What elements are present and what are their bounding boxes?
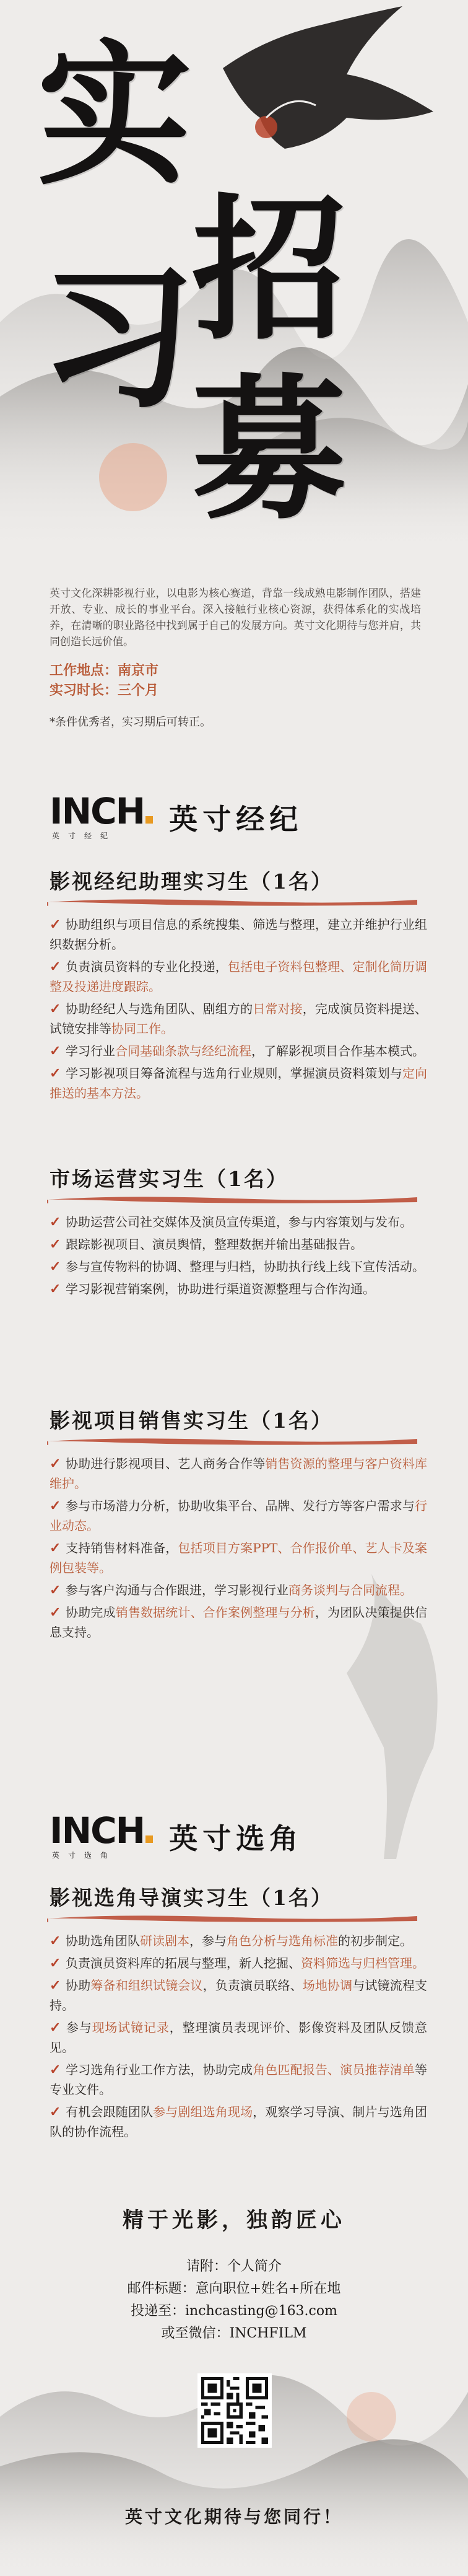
check-icon: ✓ xyxy=(50,1001,61,1017)
duty-text: 协助选角团队 xyxy=(66,1933,140,1948)
check-icon: ✓ xyxy=(50,917,61,933)
section-marketing xyxy=(50,1165,427,1301)
check-icon: ✓ xyxy=(50,959,61,975)
title-underline xyxy=(50,1193,427,1208)
apply-line: 邮件标题：意向职位+姓名+所在地 xyxy=(127,2281,341,2297)
check-icon: ✓ xyxy=(50,1281,61,1297)
duty-item xyxy=(50,1041,427,1061)
highlight-text: 现场试镜记录 xyxy=(92,2020,170,2035)
title-underline xyxy=(50,1435,427,1450)
duty-item xyxy=(50,1580,427,1600)
highlight-text: 参与剧组选角现场 xyxy=(153,2104,253,2119)
title-underline xyxy=(50,896,427,911)
duty-text: 协助进行影视项目、艺人商务合作等 xyxy=(66,1456,266,1471)
section-title: 影视选角导演实习生（1名） xyxy=(50,1886,333,1910)
duty-item xyxy=(50,1063,427,1103)
duty-text: 协助 xyxy=(66,1978,91,1993)
brand-name: 英寸选角 xyxy=(169,1821,303,1855)
hero-char-3: 习 xyxy=(40,247,193,429)
check-icon: ✓ xyxy=(50,1043,61,1059)
apply-line: 请附：个人简介 xyxy=(186,2259,282,2274)
section-sales xyxy=(50,1407,427,1645)
slogan: 精于光影，独韵匠心 xyxy=(123,2208,345,2233)
brand-name: 英寸经纪 xyxy=(169,802,303,836)
duty-text: 参与客户沟通与合作跟进，学习影视行业 xyxy=(66,1583,288,1598)
intro-text: 英寸文化深耕影视行业，以电影为核心赛道，背靠一线成熟电影制作团队，搭建开放、专业、成长的事业平台。深入接触行业核心资源，获得体系化的实战培养，在清晰的职业路径中找到属于自己的发展方向。英寸文化期待与您并肩，共同创造长远价值。 xyxy=(50,587,421,648)
logo-dot xyxy=(145,1835,153,1843)
duty-item xyxy=(50,1496,427,1536)
check-icon: ✓ xyxy=(50,1604,61,1620)
duty-list xyxy=(50,1454,427,1642)
logo-text: INCH xyxy=(50,1809,145,1852)
duty-text: 的初步制定。 xyxy=(338,1933,412,1948)
duty-text: 协助经纪人与选角团队、剧组方的 xyxy=(66,1001,253,1016)
duty-text: 负责演员资料库的拓展与整理，新人挖掘、 xyxy=(66,1956,301,1971)
duty-item xyxy=(50,2102,427,2142)
check-icon: ✓ xyxy=(50,1498,61,1514)
duty-text: ，参与 xyxy=(189,1933,227,1948)
duty-text: 跟踪影视项目、演员舆情，整理数据并输出基础报告。 xyxy=(66,1237,363,1252)
closing-line: 英寸文化期待与您同行！ xyxy=(124,2507,343,2527)
duty-item xyxy=(50,1602,427,1642)
check-icon: ✓ xyxy=(50,1236,61,1252)
hero-title xyxy=(0,0,468,558)
section-title: 影视项目销售实习生（1名） xyxy=(50,1409,333,1433)
highlight-text: 角色匹配报告、演员推荐清单 xyxy=(253,2062,415,2077)
duty-text: 学习影视项目筹备流程与选角行业规则，掌握演员资料策划与 xyxy=(66,1066,402,1081)
title-underline xyxy=(50,1912,427,1927)
duty-text: ，观察学习导演、制片与选角团队的协作流程。 xyxy=(50,2104,428,2139)
duty-list xyxy=(50,915,427,1103)
section-casting xyxy=(50,1884,427,2144)
duty-text: 与试镜流程支持。 xyxy=(50,1978,428,2013)
section-agent-assistant xyxy=(50,868,427,1106)
duty-text: 有机会跟随团队 xyxy=(66,2104,154,2119)
highlight-text: 包括电子资料包整理、定制化简历调整及投递进度跟踪。 xyxy=(50,959,428,994)
highlight-text: 协同工作。 xyxy=(111,1021,173,1036)
duty-text: 支持销售材料准备， xyxy=(66,1541,178,1555)
duty-text: 学习选角行业工作方法，协助完成 xyxy=(66,2062,253,2077)
highlight-text: 行业动态。 xyxy=(50,1498,427,1533)
check-icon: ✓ xyxy=(50,2104,61,2120)
duty-item xyxy=(50,1279,427,1299)
highlight-text: 场地协调 xyxy=(302,1978,353,1993)
logo-text: INCH xyxy=(50,790,145,832)
duty-item xyxy=(50,1538,427,1578)
duty-item xyxy=(50,1234,427,1254)
duty-item xyxy=(50,1931,427,1951)
section-title: 市场运营实习生（1名） xyxy=(50,1167,288,1191)
highlight-text: 筹备和组织试镜会议 xyxy=(90,1978,203,1993)
check-icon: ✓ xyxy=(50,1977,61,1994)
duty-text: 学习影视营销案例，协助进行渠道资源整理与合作沟通。 xyxy=(66,1281,375,1296)
highlight-text: 商务谈判与合同流程。 xyxy=(288,1583,412,1598)
highlight-text: 资料筛选与归档管理。 xyxy=(301,1956,425,1971)
highlight-text: 日常对接 xyxy=(253,1001,303,1016)
logo-subtitle: 英寸经纪 xyxy=(52,832,117,840)
duty-item xyxy=(50,1454,427,1493)
check-icon: ✓ xyxy=(50,1065,61,1081)
duty-text: 等专业文件。 xyxy=(50,2062,428,2097)
duty-item xyxy=(50,2060,427,2099)
hero-char-1: 实 xyxy=(37,24,189,206)
check-icon: ✓ xyxy=(50,2062,61,2078)
check-icon: ✓ xyxy=(50,1456,61,1472)
duty-item xyxy=(50,1976,427,2015)
qr-code xyxy=(197,2373,272,2448)
duty-text: ，整理演员表现评价、影像资料及团队反馈意见。 xyxy=(50,2020,428,2055)
check-icon: ✓ xyxy=(50,1259,61,1275)
duty-text: ，完成演员资料提送、试镜安排等 xyxy=(50,1001,428,1036)
apply-info xyxy=(0,2256,468,2345)
check-icon: ✓ xyxy=(50,2020,61,2036)
highlight-text: 合同基础条款与经纪流程 xyxy=(115,1044,251,1058)
inch-logo xyxy=(50,790,153,841)
check-icon: ✓ xyxy=(50,1955,61,1971)
inch-logo xyxy=(50,1809,153,1860)
duty-text: 参与宣传物料的协调、整理与归档，协助执行线上线下宣传活动。 xyxy=(66,1259,425,1274)
brand-header-casting xyxy=(50,1809,303,1860)
check-icon: ✓ xyxy=(50,1933,61,1949)
section-title: 影视经纪助理实习生（1名） xyxy=(50,869,333,894)
highlight-text: 研读剧本 xyxy=(140,1933,189,1948)
duty-item xyxy=(50,1257,427,1277)
logo-dot xyxy=(145,816,153,824)
highlight-text: 包括项目方案PPT、合作报价单、艺人卡及案例包装等。 xyxy=(50,1541,427,1575)
duty-item xyxy=(50,1212,427,1232)
duty-text: 协助完成 xyxy=(66,1605,116,1620)
duty-text: ，了解影视项目合作基本模式。 xyxy=(251,1044,425,1058)
duty-text: 协助组织与项目信息的系统搜集、筛选与整理，建立并维护行业组织数据分析。 xyxy=(50,917,427,952)
duty-text: 参与 xyxy=(66,2020,92,2035)
duty-list xyxy=(50,1212,427,1299)
highlight-text: 定向推送的基本方法。 xyxy=(50,1066,428,1101)
highlight-text: 销售数据统计、合作案例整理与分析 xyxy=(115,1605,315,1620)
work-location: 工作地点：南京市 xyxy=(50,662,159,679)
brand-header-agency xyxy=(50,790,303,841)
duty-item xyxy=(50,1953,427,1973)
logo-subtitle: 英寸选角 xyxy=(52,1851,117,1860)
duty-item xyxy=(50,957,427,996)
hero-char-4: 募 xyxy=(192,358,344,540)
internship-duration: 实习时长：三个月 xyxy=(50,682,159,698)
duty-text: 学习行业 xyxy=(66,1044,115,1058)
apply-email[interactable]: 投递至：inchcasting@163.com xyxy=(131,2303,337,2319)
hero-char-2: 招 xyxy=(192,178,344,361)
highlight-text: 销售资源的整理与客户资料库维护。 xyxy=(50,1456,428,1491)
duty-text: ，为团队决策提供信息支持。 xyxy=(50,1605,428,1640)
duty-item xyxy=(50,999,427,1039)
highlight-text: 角色分析与选角标准 xyxy=(227,1933,338,1948)
duty-text: ，负责演员联络、 xyxy=(202,1978,303,1993)
duty-list xyxy=(50,1931,427,2142)
check-icon: ✓ xyxy=(50,1582,61,1598)
check-icon: ✓ xyxy=(50,1214,61,1230)
duty-text: 负责演员资料的专业化投递， xyxy=(66,959,228,974)
duty-text: 协助运营公司社交媒体及演员宣传渠道，参与内容策划与发布。 xyxy=(66,1215,412,1229)
intro xyxy=(50,586,421,729)
conversion-note: *条件优秀者，实习期后可转正。 xyxy=(50,716,211,729)
check-icon: ✓ xyxy=(50,1540,61,1556)
duty-item xyxy=(50,915,427,954)
duty-text: 参与市场潜力分析，协助收集平台、品牌、发行方等客户需求与 xyxy=(66,1498,415,1513)
apply-wechat: 或至微信：INCHFILM xyxy=(161,2326,307,2341)
duty-item xyxy=(50,2018,427,2057)
